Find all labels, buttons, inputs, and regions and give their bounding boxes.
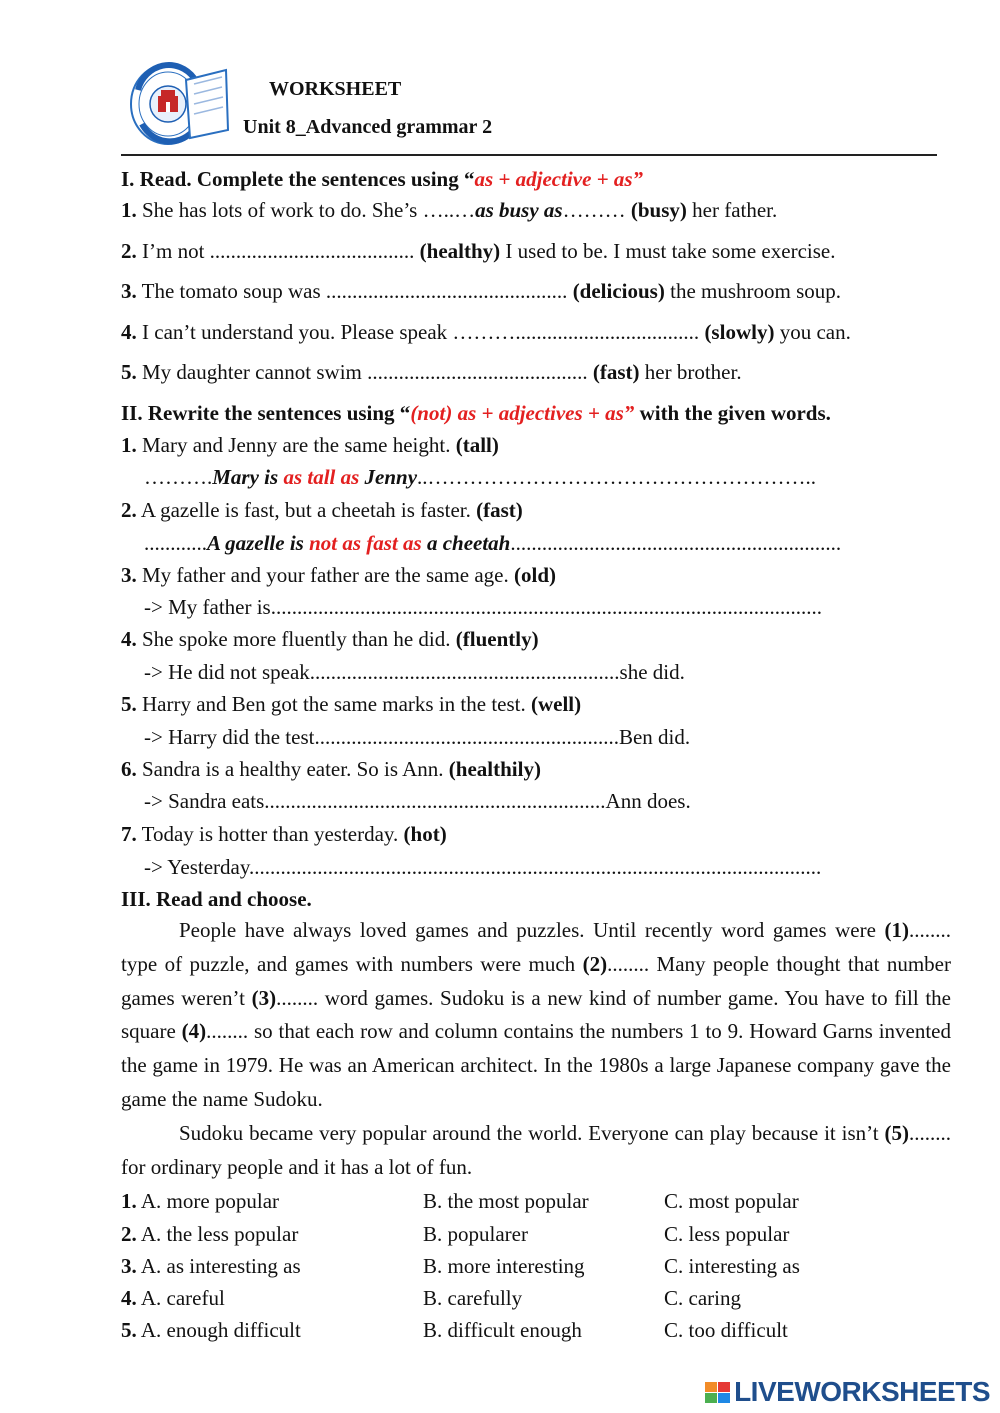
section2-item-3: 3. My father and your father are the same age. (old): [121, 563, 556, 587]
option-3b[interactable]: B. more interesting: [423, 1254, 585, 1278]
section2-heading: II. Rewrite the sentences using “(not) as + adjectives + as” with the given words.: [121, 401, 831, 425]
option-row-4: [0, 1286, 1000, 1312]
worksheet-subtitle: Unit 8_Advanced grammar 2: [243, 116, 493, 138]
option-4b[interactable]: B. carefully: [423, 1286, 523, 1310]
reading-paragraph-2: Sudoku became very popular around the world. Everyone can play because it isn’t (5)........ for ordinary people and it has a lot of fun.: [121, 1121, 951, 1179]
option-3a[interactable]: 3. A. as interesting as: [121, 1254, 301, 1278]
header-divider: [121, 154, 937, 156]
option-row-3: [0, 1254, 1000, 1280]
section2-example-2: ............A gazelle is not as fast as a cheetah...............................................................: [144, 531, 842, 555]
option-row-5: [0, 1318, 1000, 1344]
option-2c[interactable]: C. less popular: [664, 1222, 790, 1246]
answer-blank[interactable]: I’m not .......................................: [136, 239, 420, 263]
option-2b[interactable]: B. popularer: [423, 1222, 528, 1246]
section1-item-2: 2. I’m not ....................................... (healthy) I used to be. I must take some exercise.: [121, 239, 836, 263]
school-logo: [128, 60, 238, 148]
section2-example-1: ……….Mary is as tall as Jenny..………………………………………………..: [144, 465, 817, 489]
option-row-2: [0, 1222, 1000, 1248]
liveworksheets-icon: [704, 1378, 732, 1406]
section2-item-2: 2. A gazelle is fast, but a cheetah is faster. (fast): [121, 498, 523, 522]
option-2a[interactable]: 2. A. the less popular: [121, 1222, 299, 1246]
worksheet-title: WORKSHEET: [269, 78, 402, 100]
section2-item-6: 6. Sandra is a healthy eater. So is Ann. (healthily): [121, 757, 541, 781]
answer-line-7[interactable]: -> Yesterday.............................................................................................................: [144, 855, 822, 879]
option-5b[interactable]: B. difficult enough: [423, 1318, 582, 1342]
reading-paragraph-1: People have always loved games and puzzles. Until recently word games were (1)........ type of puzzle, and games with numbers were much (2)........ Many people thought that number games weren’t (3)........ word games. Sudoku is a new kind of number game. You have to fill the square (4)........ so that each row and column contains the numbers 1 to 9. Howard Garns invented the game in 1979. He was an American architect. In the 1980s a large Japanese company gave the game the name Sudoku.: [121, 918, 951, 1111]
option-row-1: [0, 1189, 1000, 1215]
option-4a[interactable]: 4. A. careful: [121, 1286, 225, 1310]
example-answer: as busy as: [475, 198, 563, 222]
section2-item-7: 7. Today is hotter than yesterday. (hot): [121, 822, 447, 846]
answer-line-5[interactable]: -> Harry did the test..........................................................Ben did.: [144, 725, 691, 749]
option-1a[interactable]: 1. A. more popular: [121, 1189, 280, 1213]
section1-item-4: 4. I can’t understand you. Please speak ………................................... (slowly) you can.: [121, 320, 851, 344]
section1-heading: I. Read. Complete the sentences using “as + adjective + as”: [121, 167, 644, 191]
answer-blank[interactable]: I can’t understand you. Please speak ………...................................: [136, 320, 705, 344]
option-1b[interactable]: B. the most popular: [423, 1189, 589, 1213]
section2-item-1: 1. Mary and Jenny are the same height. (tall): [121, 433, 499, 457]
section1-item-1: 1. She has lots of work to do. She’s …..…as busy as……… (busy) her father.: [121, 198, 778, 222]
option-3c[interactable]: C. interesting as: [664, 1254, 800, 1278]
liveworksheets-logo: LIVEWORKSHEETS: [704, 1375, 990, 1409]
answer-line-4[interactable]: -> He did not speak...........................................................she did.: [144, 660, 685, 684]
option-1c[interactable]: C. most popular: [664, 1189, 799, 1213]
section1-item-3: 3. The tomato soup was .............................................. (delicious) the mushroom soup.: [121, 279, 842, 303]
section2-item-4: 4. She spoke more fluently than he did. (fluently): [121, 627, 539, 651]
answer-blank[interactable]: My daughter cannot swim ..........................................: [136, 360, 593, 384]
option-5a[interactable]: 5. A. enough difficult: [121, 1318, 301, 1342]
option-4c[interactable]: C. caring: [664, 1286, 741, 1310]
option-5c[interactable]: C. too difficult: [664, 1318, 788, 1342]
answer-blank[interactable]: The tomato soup was ..............................................: [136, 279, 573, 303]
section1-item-5: 5. My daughter cannot swim .......................................... (fast) her brother.: [121, 360, 742, 384]
answer-line-3[interactable]: -> My father is.........................................................................................................: [144, 595, 822, 619]
section2-item-5: 5. Harry and Ben got the same marks in the test. (well): [121, 692, 582, 716]
answer-line-6[interactable]: -> Sandra eats.................................................................Ann does.: [144, 789, 691, 813]
section3-heading: III. Read and choose.: [121, 887, 312, 911]
